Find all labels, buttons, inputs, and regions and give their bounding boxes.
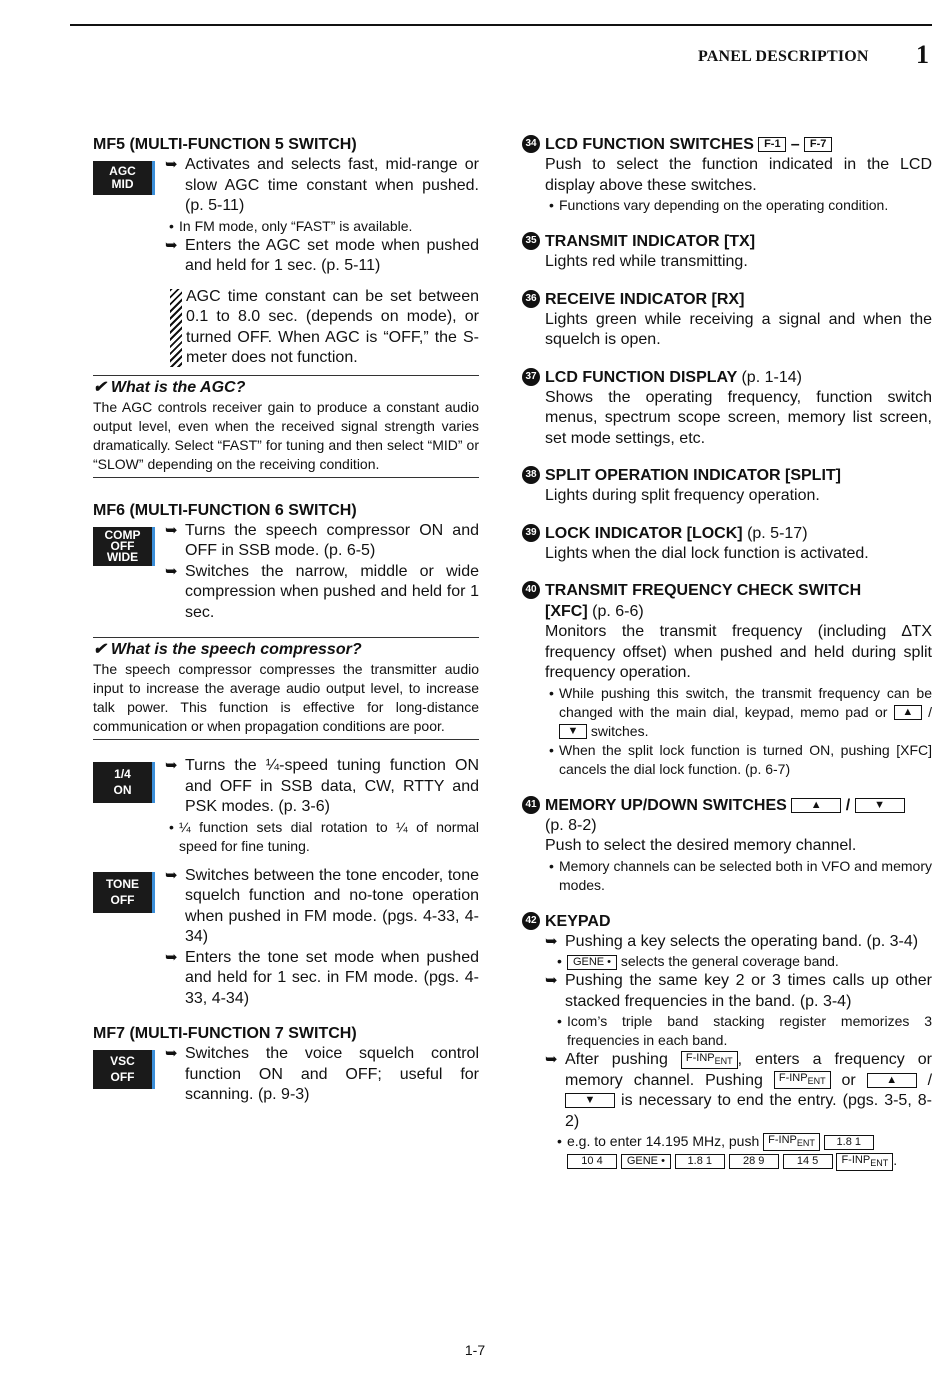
mf7-title: MF7 (MULTI-FUNCTION 7 SWITCH) — [93, 1025, 357, 1042]
item-38-heading: 38 SPLIT OPERATION INDICATOR [SPLIT] — [522, 465, 932, 486]
seq-key-3: GENE • — [621, 1154, 671, 1169]
tone-action-2: ➥ Enters the tone set mode when pushed and held for 1 sec. in FM mode. (pgs. 4-33, 4-34) — [165, 948, 479, 1010]
item-36-heading: 36 RECEIVE INDICATOR [RX] — [522, 289, 932, 310]
item-41-heading: 41 MEMORY UP/DOWN SWITCHES ▲ / ▼ — [522, 795, 932, 816]
number-39-icon: 39 — [522, 524, 540, 542]
keypad-up-key: ▲ — [867, 1073, 917, 1088]
finp-key-4: $F-INP_{ENT}$ — [836, 1153, 893, 1171]
mf6-block — [93, 521, 479, 624]
agc-box-text: The AGC controls receiver gain to produce a constant audio output level, even when the received signal strength varies dramatically. Select “FAST” for tuning and then select “MID” or “SLOW” depending on the receiving condition. — [93, 398, 479, 472]
comp-box-title: ✔ What is the speech compressor? — [93, 641, 362, 658]
item-40-note-2: • When the split lock function is turned ON, pushing [XFC] cancels the dial lock function. (p. 6-7) — [545, 741, 932, 779]
f1-key: F-1 — [758, 137, 786, 152]
finp-key: $F-INP_{ENT}$ — [681, 1051, 738, 1069]
chapter-number: 1 — [916, 40, 929, 69]
number-38-icon: 38 — [522, 466, 540, 484]
keypad-example: • e.g. to enter 14.195 MHz, push $F-INP_{ENT}$ 1.8 1 10 4 GENE • 1.8 1 28 9 14 5 $F-INP_{ENT}$ . — [553, 1132, 932, 1171]
tone-action-1: ➥ Switches between the tone encoder, tone squelch function and no-tone operation when pushed in FM mode. (pgs. 4-33, 4-34) — [165, 866, 479, 948]
mf5-action-1: ➥ Activates and selects fast, mid-range or slow AGC time constant when pushed. (p. 5-11) — [165, 155, 479, 217]
note-stripe-icon — [170, 289, 182, 367]
item-42-heading: 42 KEYPAD — [522, 911, 932, 932]
mf6-action-1: ➥ Turns the speech compressor ON and OFF in SSB mode. (p. 6-5) — [165, 521, 479, 562]
item-35-text: Lights red while transmitting. — [545, 253, 748, 270]
keypad-action-3: ➥ After pushing $F-INP_{ENT}$ , enters a frequency or memory channel. Pushing $F-INP_{ENT}$ or ▲ / ▼ is necessary to end the entry. (pgs. 3-5, 8-2) — [545, 1050, 932, 1132]
agc-box-title: ✔ What is the AGC? — [93, 378, 246, 396]
quarter-block — [93, 756, 479, 856]
item-36-text: Lights green while receiving a signal and when the squelch is open. — [545, 310, 932, 348]
seq-key-1: 1.8 1 — [824, 1135, 874, 1150]
item-37-text: Shows the operating frequency, function switch menus, spectrum scope screen, memory list screen, set mode settings, etc. — [545, 388, 932, 447]
up-key: ▲ — [894, 705, 922, 720]
keypad-action-2: ➥ Pushing the same key 2 or 3 times calls up other stacked frequencies in the band. (p. 3-4) — [545, 971, 932, 1012]
finp-key-2: $F-INP_{ENT}$ — [774, 1071, 831, 1089]
mf7-action-1: ➥ Switches the voice squelch control function ON and OFF; useful for scanning. (p. 9-3) — [165, 1044, 479, 1106]
item-37-heading: 37 LCD FUNCTION DISPLAY (p. 1-14) — [522, 367, 932, 388]
mf5-block — [93, 155, 479, 277]
seq-key-2: 10 4 — [567, 1154, 617, 1169]
item-34-text: Push to select the function indicated in the LCD display above these switches. — [545, 156, 932, 194]
agc-info-box — [93, 375, 479, 478]
down-key: ▼ — [559, 724, 587, 739]
left-column — [93, 134, 479, 1106]
keypad-note-2: • Icom’s triple band stacking register memorizes 3 frequencies in each band. — [553, 1012, 932, 1050]
keypad-note-1: • GENE • selects the general coverage band. — [553, 952, 932, 971]
agc-mid-key: AGC MID — [93, 161, 155, 195]
section-title: PANEL DESCRIPTION — [698, 48, 869, 65]
comp-key: COMP OFF WIDE — [93, 527, 155, 566]
mf5-note-1: • In FM mode, only “FAST” is available. — [165, 217, 479, 236]
item-40-text: Monitors the transmit frequency (including ∆TX frequency offset) when pushed and held during split frequency operation. — [545, 623, 932, 681]
seq-key-6: 14 5 — [783, 1154, 833, 1169]
number-41-icon: 41 — [522, 796, 540, 814]
page-number: 1-7 — [464, 1342, 486, 1358]
mf7-block — [93, 1044, 479, 1106]
tone-block — [93, 866, 479, 1010]
item-41-text: Push to select the desired memory channel. — [545, 837, 857, 854]
number-35-icon: 35 — [522, 232, 540, 250]
item-34-note: • Functions vary depending on the operating condition. — [545, 196, 932, 215]
tone-key: TONE OFF — [93, 872, 155, 913]
number-42-icon: 42 — [522, 912, 540, 930]
quarter-note-1: • ¼ function sets dial rotation to ¼ of normal speed for fine tuning. — [165, 818, 479, 856]
item-39-heading: 39 LOCK INDICATOR [LOCK] (p. 5-17) — [522, 523, 932, 544]
number-37-icon: 37 — [522, 368, 540, 386]
keypad-action-1: ➥ Pushing a key selects the operating band. (p. 3-4) — [545, 932, 932, 953]
vsc-key: VSC OFF — [93, 1050, 155, 1089]
item-41-ref: (p. 8-2) — [545, 816, 597, 834]
number-34-icon: 34 — [522, 135, 540, 153]
comp-box-text: The speech compressor compresses the transmitter audio input to increase the average audio output level, to increase talk power. This function is effective for long-distance communication or when propagation conditions are poor. — [93, 661, 479, 734]
quarter-action-1: ➥ Turns the ¼-speed tuning function ON and OFF in SSB data, CW, RTTY and PSK modes. (p. 3-6) — [165, 756, 479, 818]
right-column — [522, 134, 932, 1171]
f7-key: F-7 — [804, 137, 832, 152]
item-40-heading: 40 TRANSMIT FREQUENCY CHECK SWITCH [XFC] (p. 6-6) — [522, 580, 932, 622]
item-38-text: Lights during split frequency operation. — [545, 487, 820, 504]
header-rule — [70, 24, 932, 26]
seq-key-4: 1.8 1 — [675, 1154, 725, 1169]
item-39-text: Lights when the dial lock function is activated. — [545, 544, 869, 562]
number-40-icon: 40 — [522, 581, 540, 599]
mf5-action-2: ➥ Enters the AGC set mode when pushed and held for 1 sec. (p. 5-11) — [165, 236, 479, 277]
agc-note: AGC time constant can be set between 0.1 to 8.0 sec. (depends on mode), or turned OFF. When AGC is “OFF,” the S-meter does not function. — [170, 287, 479, 369]
mf6-action-2: ➥ Switches the narrow, middle or wide compression when pushed and held for 1 sec. — [165, 562, 479, 624]
number-36-icon: 36 — [522, 290, 540, 308]
comp-info-box — [93, 637, 479, 740]
memory-up-key: ▲ — [791, 798, 841, 813]
finp-key-3: $F-INP_{ENT}$ — [763, 1133, 820, 1151]
keypad-down-key: ▼ — [565, 1093, 615, 1108]
gene-key: GENE • — [567, 955, 617, 970]
mf6-title: MF6 (MULTI-FUNCTION 6 SWITCH) — [93, 501, 357, 519]
item-40-note-1: • While pushing this switch, the transmit frequency can be changed with the main dial, keypad, memo pad or ▲ / ▼ switches. — [545, 684, 932, 741]
mf5-title: MF5 (MULTI-FUNCTION 5 SWITCH) — [93, 136, 357, 153]
memory-down-key: ▼ — [855, 798, 905, 813]
seq-key-5: 28 9 — [729, 1154, 779, 1169]
quarter-key: 1/4 ON — [93, 762, 155, 803]
item-35-heading: 35 TRANSMIT INDICATOR [TX] — [522, 231, 932, 252]
item-41-note: • Memory channels can be selected both in VFO and memory modes. — [545, 857, 932, 895]
item-34-heading: 34 LCD FUNCTION SWITCHES F-1 – F-7 — [522, 134, 932, 155]
